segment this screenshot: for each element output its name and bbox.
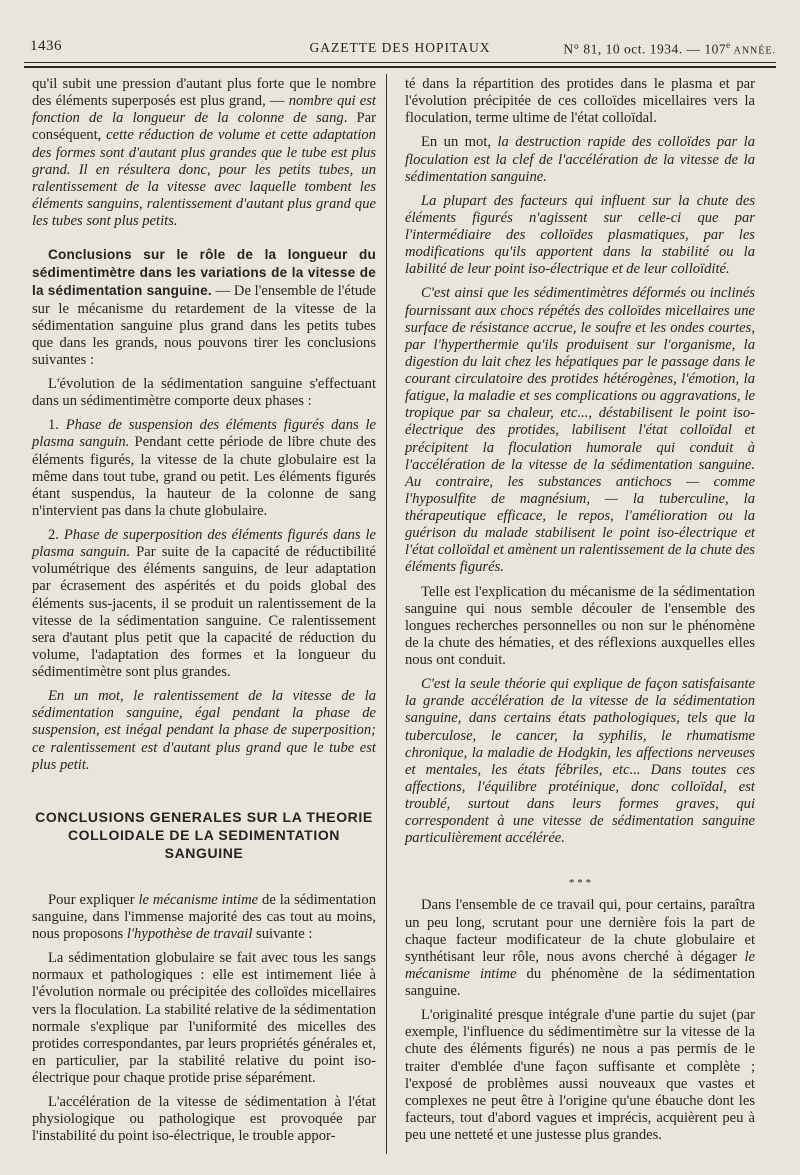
issue-info [563,40,776,58]
text-run-italic: Phase de superposition des éléments figurés dans le plasma sanguin. [32,527,377,561]
text-run: qu'il subit une pression d'autant plus forte que le nombre des éléments superposés est plus grand, — [32,76,376,110]
issue-annee: ANNÉE. [730,45,776,57]
paragraph: L'originalité presque intégrale d'une partie du sujet (par exemple, l'influence du sédimentimètre sur la vitesse de la chute des éléments figurés) ne nous a pas permis de le traiter d'emblée d'une façon suffisante et complète ; l'exposé de problèmes aussi nouveaux que vastes et complexes ne peut être à l'origine qu'une ébauche dont les facteurs, tout d'abord vagues et imprécis, acquièrent peu à peu une netteté et une justesse plus grandes. [405,1007,755,1143]
subsection-title: Conclusions sur le rôle de la longueur du sédimentimètre dans les variations de la vitesse de la sédimentation sanguine. [32,247,376,299]
journal-title: GAZETTE DES HOPITAUX [309,40,491,55]
paragraph [32,76,376,230]
paragraph: La sédimentation globulaire se fait avec tous les sangs normaux et pathologiques : elle est intimement liée à l'évolution normale ou précipitée des colloïdes micellaires vers la floculation. La stabilité relative de la sédimentation normale s'explique par l'uniformité des micelles des protides correspondantes, par leurs propriétés générales et, en particulier, par la stabilité relative du point iso-électrique pour chaque protide prise séparément. [32,950,376,1086]
paragraph: L'évolution de la sédimentation sanguine s'effectuant dans un sédimentimètre comporte deux phases : [32,376,376,410]
paragraph-phase-1 [32,417,376,520]
text-run: Par suite de la capacité de réductibilité volumétrique des éléments sanguins, de leur adaptation par écrasement des aspérités et du poids global des éléments sus-jacents, il se produit un ralentissement de la vitesse de la sédimentation sanguine. Ce ralentissement sera d'autant plus petit que la capacité de réduction du volume, l'adaptation des formes et la longueur du sédimentimètre sont plus grandes. [32,544,376,680]
header-rule-thin [24,62,776,63]
paragraph [405,676,755,847]
paragraph: té dans la répartition des protides dans le plasma et par l'évolution précipitée de ces colloïdes micellaires vers la floculation, terme ultime de l'état colloïdal. [405,76,755,127]
section-heading: CONCLUSIONS GENERALES SUR LA THEORIE COLLOIDALE DE LA SEDIMENTATION SANGUINE [35,808,373,861]
issue-date: N° 81, 10 oct. 1934. — 107 [563,41,727,57]
paragraph [405,193,755,279]
paragraph [32,892,376,943]
page-number: 1436 [30,38,62,54]
header-rule-thick [24,66,776,68]
text-run-italic: En un mot, le ralentissement de la vitesse de la sédimentation sanguine, égal pendant la phase de suspension, est inégal pendant la phase de superposition; ce ralentissement est d'autant plus grand que le tube est plus petit. [32,688,376,773]
text-run-italic: cette réduction de volume et cette adaptation des formes sont d'autant plus grandes que le tube est plus grand. Il en résultera donc, pour les petits tubes, un ralentissement de la vitesse avec laquelle tombent les éléments sanguins, ralentissement d'autant plus grand que les tubes sont plus petits. [32,127,376,229]
paragraph: L'accélération de la vitesse de sédimentation à l'état physiologique ou pathologique est provoquée par l'instabilité du point iso-électrique, le trouble appor- [32,1094,376,1145]
text-run-italic: l'hypothèse de travail [126,926,253,942]
text-run-italic: C'est ainsi que les sédimentimètres déformés ou inclinés fournissant aux chocs répétés des colloïdes micellaires une surface de résistance accrue, le soufre et les ondes courtes, par l'hyperthermie qu'ils produisent sur l'organisme, la digestion du lait chez les hépatiques par le passage dans le courant circulatoire des protides hétérogènes, l'émotion, la fatigue, la maladie et ses complications ou aggravations, le tropique par sa chaleur, etc..., déstabilisent le point iso-électrique des protides, labilisent l'état colloïdal et précipitent la floculation humorale qui conduit à l'accélération de la vitesse de la sédimentation sanguine. Au contraire, les substances antichocs — comme l'hyposulfite de magnésium, — la tuberculine, la thérapeutique efficace, le repos, l'amélioration ou la guérison du malade stabilisent le point iso-électrique et l'état colloïdal et amènent un ralentissement de la chute des éléments figurés. [405,285,755,576]
text-run: suivante : [252,926,313,942]
paragraph [32,688,376,774]
text-run: . Par conséquent, [32,110,376,144]
paragraph-conclusions-length [32,246,376,369]
text-run: Pendant cette période de libre chute des éléments figurés, la vitesse de la chute globulaire est la même dans tout tube, grand ou petit. Les éléments figurés étant suspendus, la hauteur de la colonne de sang n'intervient pas dans la chute globulaire. [32,434,376,519]
issue-sup: e [726,40,731,50]
text-run-italic: C'est la seule théorie qui explique de façon satisfaisante la grande accélération de la vitesse de la sédimentation sanguine, dans certains états pathologiques, tels que la tuberculose, le cancer, la syphilis, le rhumatisme chronique, la maladie de Hodgkin, les affections nerveuses et mentales, les états fébriles, etc... Dans toutes ces affections, l'équilibre protéinique, donc colloïdal, est troublé, surtout dans leurs formes graves, qui correspondent à une vitesse de sédimentation sanguine particulièrement accélérée. [405,676,755,847]
text-run: — De l'ensemble de l'étude sur le mécanisme du retardement de la vitesse de la sédimentation sanguine plus grand dans les petits tubes que dans les grands, nous pouvons tirer les conclusions suivantes : [32,283,376,368]
text-run-italic: Phase de suspension des éléments figurés dans le plasma sanguin. [32,417,377,451]
column-divider [386,74,387,1154]
paragraph [405,285,755,576]
text-run-italic: le mécanisme intime [405,948,755,982]
item-number: 1. [48,417,66,434]
text-run-italic: la destruction rapide des colloïdes par la floculation est la clef de l'accélération de la vitesse de la sédimentation sanguine. [405,134,755,185]
text-run: du phénomène de la sédimentation sanguine. [405,965,756,999]
item-number: 2. [48,527,64,543]
section-separator-asterisks: * * * [569,877,591,890]
text-run-italic: La plupart des facteurs qui influent sur la chute des éléments figurés n'agissent sur celle-ci que par l'intermédiaire des colloïdes plasmatiques, par les modifications qu'ils apportent dans la stabilité ou la labilité de leur point iso-électrique et de leur colloïdité. [405,192,755,278]
text-run-italic: nombre qui est fonction de la longueur de la colonne de sang [32,93,376,127]
text-run: Pour expliquer [48,891,139,908]
paragraph-phase-2 [32,527,376,681]
right-column [405,76,755,1151]
running-header [24,38,776,62]
text-run: En un mot, [421,134,498,151]
paragraph [405,134,755,185]
paragraph [405,897,755,1000]
left-column [32,76,376,1153]
paragraph: Telle est l'explication du mécanisme de la sédimentation sanguine qui nous semble découler de l'ensemble des longues recherches personnelles ou non sur le phénomène de la chute des hématies, et des réflexions auxquelles elles nous ont conduit. [405,583,755,668]
text-run: Dans l'ensemble de ce travail qui, pour certains, paraîtra un peu long, scrutant pour une dernière fois la part de chaque facteur modificateur de la chute globulaire et synthétisant leur rôle, nous avons cherché à dégager [405,897,755,965]
text-run: de la sédimentation sanguine, dans l'immense majorité des cas tout au moins, nous proposons [32,891,376,942]
text-run-italic: le mécanisme intime [138,891,259,908]
